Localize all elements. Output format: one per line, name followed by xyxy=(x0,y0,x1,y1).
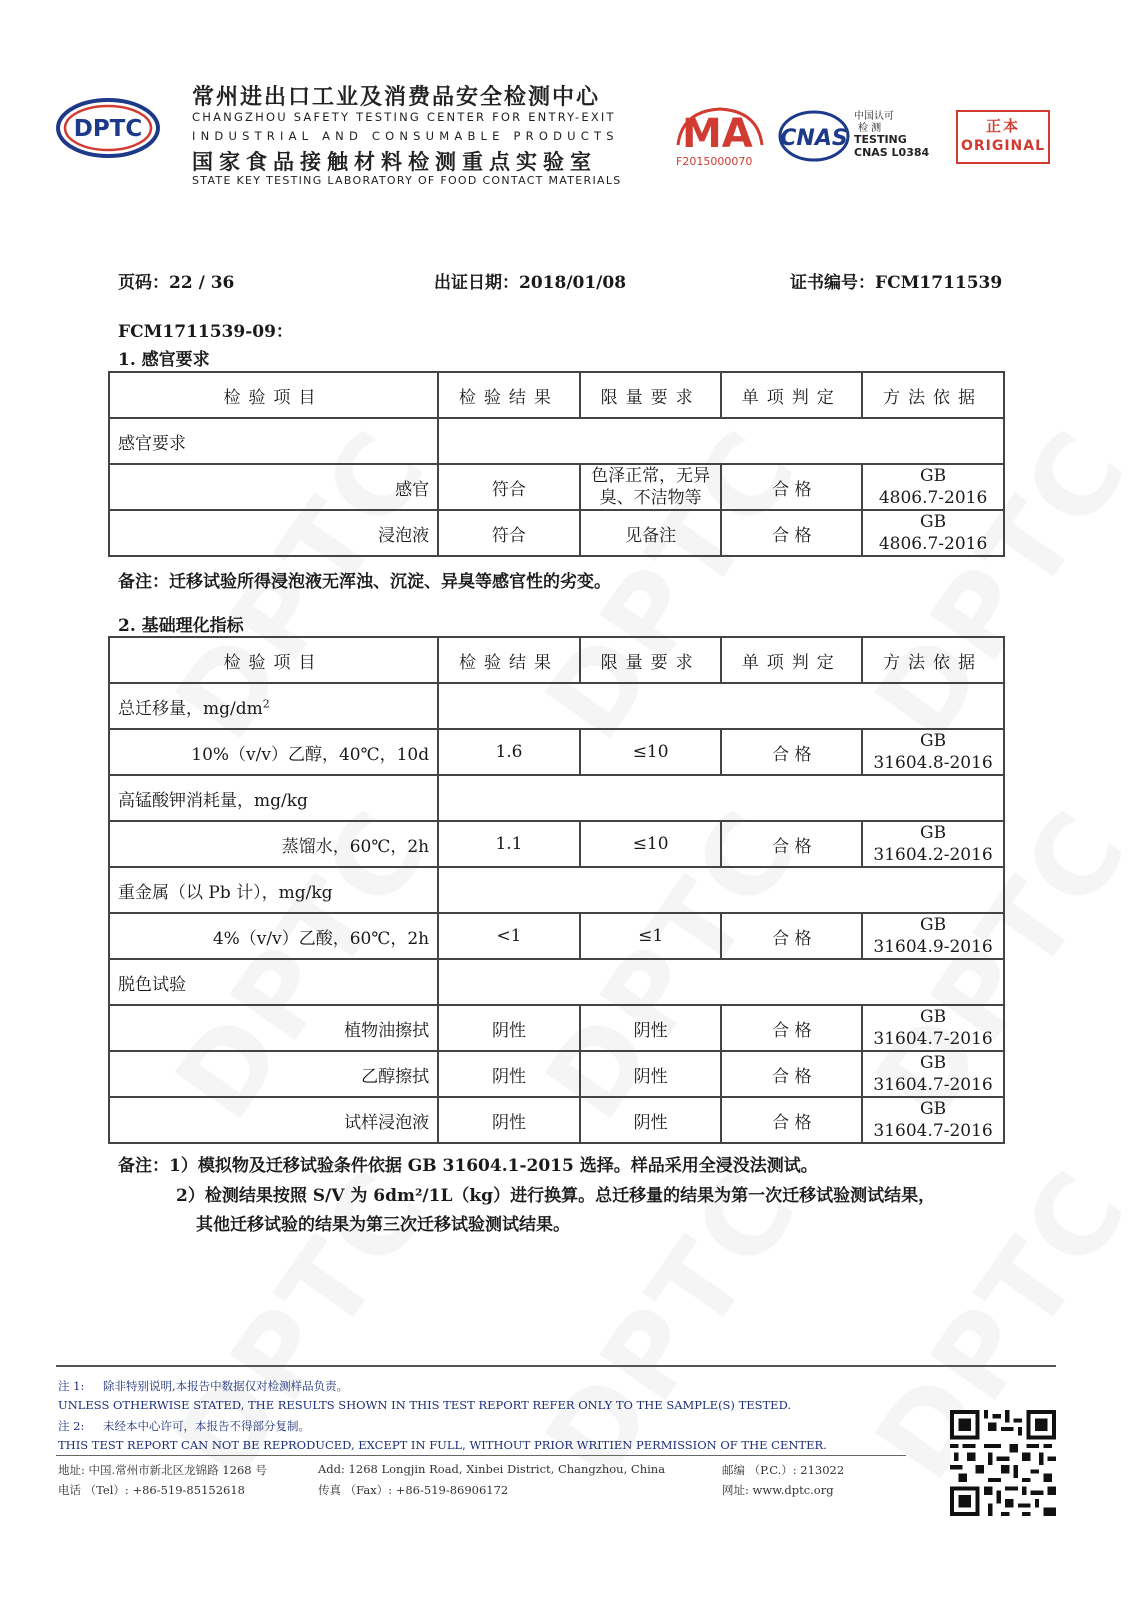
group-label: 总迁移量，$mg/dm^2$ xyxy=(109,683,438,729)
footer-address-cn: 地址: 中国.常州市新北区龙锦路 1268 号 xyxy=(58,1463,267,1477)
item-cell: 感官 xyxy=(109,464,438,510)
method-cell: GB 31604.9-2016 xyxy=(862,913,1004,959)
page-number: 页码：22 / 36 xyxy=(118,273,235,293)
section1-note: 备注：迁移试验所得浸泡液无浑浊、沉淀、异臭等感官性的劣变。 xyxy=(118,572,611,592)
footer-note2-label: 注 2: xyxy=(58,1419,85,1433)
header-item: 检验项目 xyxy=(109,637,438,683)
certificate-number: 证书编号：FCM1711539 xyxy=(790,273,1003,293)
judgement-cell: 合 格 xyxy=(721,821,862,867)
method-cell: GB 31604.7-2016 xyxy=(862,1051,1004,1097)
footer-note2-en: THIS TEST REPORT CAN NOT BE REPRODUCED, EXCEPT IN FULL, WITHOUT PRIOR WRITIEN PERMISSION OF THE CENTER. xyxy=(58,1438,827,1452)
limit-cell: 阴性 xyxy=(580,1051,722,1097)
judgement-cell: 合 格 xyxy=(721,1051,862,1097)
qr-code-icon xyxy=(950,1410,1056,1516)
dptc-logo xyxy=(56,98,160,158)
table-row xyxy=(109,1051,1004,1097)
header-result: 检验结果 xyxy=(438,372,580,418)
item-cell: 浸泡液 xyxy=(109,510,438,556)
result-cell: 符合 xyxy=(438,464,580,510)
cma-mark-text: MA xyxy=(682,111,753,157)
section2-note-3: 其他迁移试验的结果为第三次迁移试验测试结果。 xyxy=(196,1215,570,1235)
footer-divider-2 xyxy=(56,1455,906,1456)
header-method: 方法依据 xyxy=(862,637,1004,683)
dptc-logo-text: DPTC xyxy=(73,116,143,142)
judgement-cell: 合 格 xyxy=(721,913,862,959)
footer-note1-en: UNLESS OTHERWISE STATED, THE RESULTS SHOWN IN THIS TEST REPORT REFER ONLY TO THE SAMPLE(S) TESTED. xyxy=(58,1398,792,1412)
limit-cell: 色泽正常，无异 臭、不洁物等 xyxy=(580,464,722,510)
limit-cell: ≤1 xyxy=(580,913,722,959)
group-label: 感官要求 xyxy=(109,418,438,464)
svg-text:中国认可: 中国认可 xyxy=(854,111,894,122)
table-group-row xyxy=(109,418,1004,464)
footer-website: 网址: www.dptc.org xyxy=(722,1483,834,1497)
section2-note-1: 备注：1）模拟物及迁移试验条件依据 GB 31604.1-2015 选择。样品采用全浸没法测试。 xyxy=(118,1156,818,1176)
center-name-cn: 常州进出口工业及消费品安全检测中心 xyxy=(192,85,601,110)
header-judgement: 单项判定 xyxy=(721,372,862,418)
table-header-row xyxy=(109,637,1004,683)
item-cell: 10%（v/v）乙醇，40℃，10d xyxy=(109,729,438,775)
limit-cell: 阴性 xyxy=(580,1005,722,1051)
issue-date: 出证日期：2018/01/08 xyxy=(434,273,627,293)
method-cell: GB 31604.8-2016 xyxy=(862,729,1004,775)
table-row xyxy=(109,464,1004,510)
method-cell: GB 4806.7-2016 xyxy=(862,464,1004,510)
svg-text:检 测: 检 测 xyxy=(858,123,882,134)
method-cell: GB 4806.7-2016 xyxy=(862,510,1004,556)
footer-note1-cn: 除非特别说明,本报告中数据仅对检测样品负责。 xyxy=(103,1379,349,1393)
table-group-row xyxy=(109,867,1004,913)
judgement-cell: 合 格 xyxy=(721,1097,862,1143)
judgement-cell: 合 格 xyxy=(721,1005,862,1051)
item-cell: 乙醇擦拭 xyxy=(109,1051,438,1097)
item-cell: 植物油擦拭 xyxy=(109,1005,438,1051)
physicochemical-table xyxy=(108,636,1005,1144)
method-cell: GB 31604.7-2016 xyxy=(862,1005,1004,1051)
result-cell: 阴性 xyxy=(438,1005,580,1051)
method-cell: GB 31604.2-2016 xyxy=(862,821,1004,867)
footer-divider xyxy=(56,1365,1056,1367)
table-row xyxy=(109,913,1004,959)
cma-mark xyxy=(672,103,768,171)
result-cell: 阴性 xyxy=(438,1051,580,1097)
footer-note1-label: 注 1: xyxy=(58,1379,85,1393)
header-limit: 限量要求 xyxy=(580,637,722,683)
lab-name-en: STATE KEY TESTING LABORATORY OF FOOD CONTACT MATERIALS xyxy=(192,174,622,187)
header-limit: 限量要求 xyxy=(580,372,722,418)
header-method: 方法依据 xyxy=(862,372,1004,418)
item-cell: 蒸馏水，60℃，2h xyxy=(109,821,438,867)
cnas-mark xyxy=(778,105,938,167)
table-group-row xyxy=(109,683,1004,729)
section2-note-2: 2）检测结果按照 S/V 为 6dm²/1L（kg）进行换算。总迁移量的结果为第一次迁移试验测试结果， xyxy=(176,1186,936,1206)
sample-id: FCM1711539-09： xyxy=(118,322,293,342)
header-judgement: 单项判定 xyxy=(721,637,862,683)
section1-title: 1. 感官要求 xyxy=(118,350,210,370)
footer-postcode: 邮编 （P.C.）: 213022 xyxy=(722,1463,845,1477)
table-header-row xyxy=(109,372,1004,418)
limit-cell: ≤10 xyxy=(580,821,722,867)
table-row xyxy=(109,821,1004,867)
judgement-cell: 合 格 xyxy=(721,510,862,556)
result-cell: 阴性 xyxy=(438,1097,580,1143)
group-label: 重金属（以 Pb 计），mg/kg xyxy=(109,867,438,913)
method-cell: GB 31604.7-2016 xyxy=(862,1097,1004,1143)
sensory-table xyxy=(108,371,1005,557)
center-name-en-1: CHANGZHOU SAFETY TESTING CENTER FOR ENTRY-EXIT xyxy=(192,110,616,124)
footer-fax: 传真 （Fax）: +86-519-86906172 xyxy=(318,1483,509,1497)
header-result: 检验结果 xyxy=(438,637,580,683)
limit-cell: 阴性 xyxy=(580,1097,722,1143)
table-group-row xyxy=(109,775,1004,821)
section2-title: 2. 基础理化指标 xyxy=(118,616,244,636)
result-cell: 符合 xyxy=(438,510,580,556)
result-cell: <1 xyxy=(438,913,580,959)
footer-address-en: Add: 1268 Longjin Road, Xinbei District, Changzhou, China xyxy=(318,1462,666,1476)
footer-note2-cn: 未经本中心许可，本报告不得部分复制。 xyxy=(103,1419,310,1433)
stamp-cn: 正本 xyxy=(985,117,1020,135)
judgement-cell: 合 格 xyxy=(721,729,862,775)
table-group-row xyxy=(109,959,1004,1005)
group-label: 高锰酸钾消耗量，mg/kg xyxy=(109,775,438,821)
table-row xyxy=(109,1097,1004,1143)
judgement-cell: 合 格 xyxy=(721,464,862,510)
limit-cell: 见备注 xyxy=(580,510,722,556)
center-name-en-2: INDUSTRIAL AND CONSUMABLE PRODUCTS xyxy=(192,129,619,143)
table-row xyxy=(109,510,1004,556)
svg-text:TESTING: TESTING xyxy=(854,133,907,146)
item-cell: 试样浸泡液 xyxy=(109,1097,438,1143)
group-label: 脱色试验 xyxy=(109,959,438,1005)
table-row xyxy=(109,729,1004,775)
original-stamp xyxy=(956,110,1050,164)
cma-number: F2015000070 xyxy=(676,155,753,168)
item-cell: 4%（v/v）乙酸，60℃，2h xyxy=(109,913,438,959)
limit-cell: ≤10 xyxy=(580,729,722,775)
result-cell: 1.1 xyxy=(438,821,580,867)
table-row xyxy=(109,1005,1004,1051)
footer-tel: 电话 （Tel）: +86-519-85152618 xyxy=(58,1483,245,1497)
svg-text:CNAS L0384: CNAS L0384 xyxy=(854,146,930,159)
header-item: 检验项目 xyxy=(109,372,438,418)
result-cell: 1.6 xyxy=(438,729,580,775)
lab-name-cn: 国家食品接触材料检测重点实验室 xyxy=(192,150,597,174)
stamp-en: ORIGINAL xyxy=(960,138,1046,154)
cnas-mark-text: CNAS xyxy=(780,126,848,151)
